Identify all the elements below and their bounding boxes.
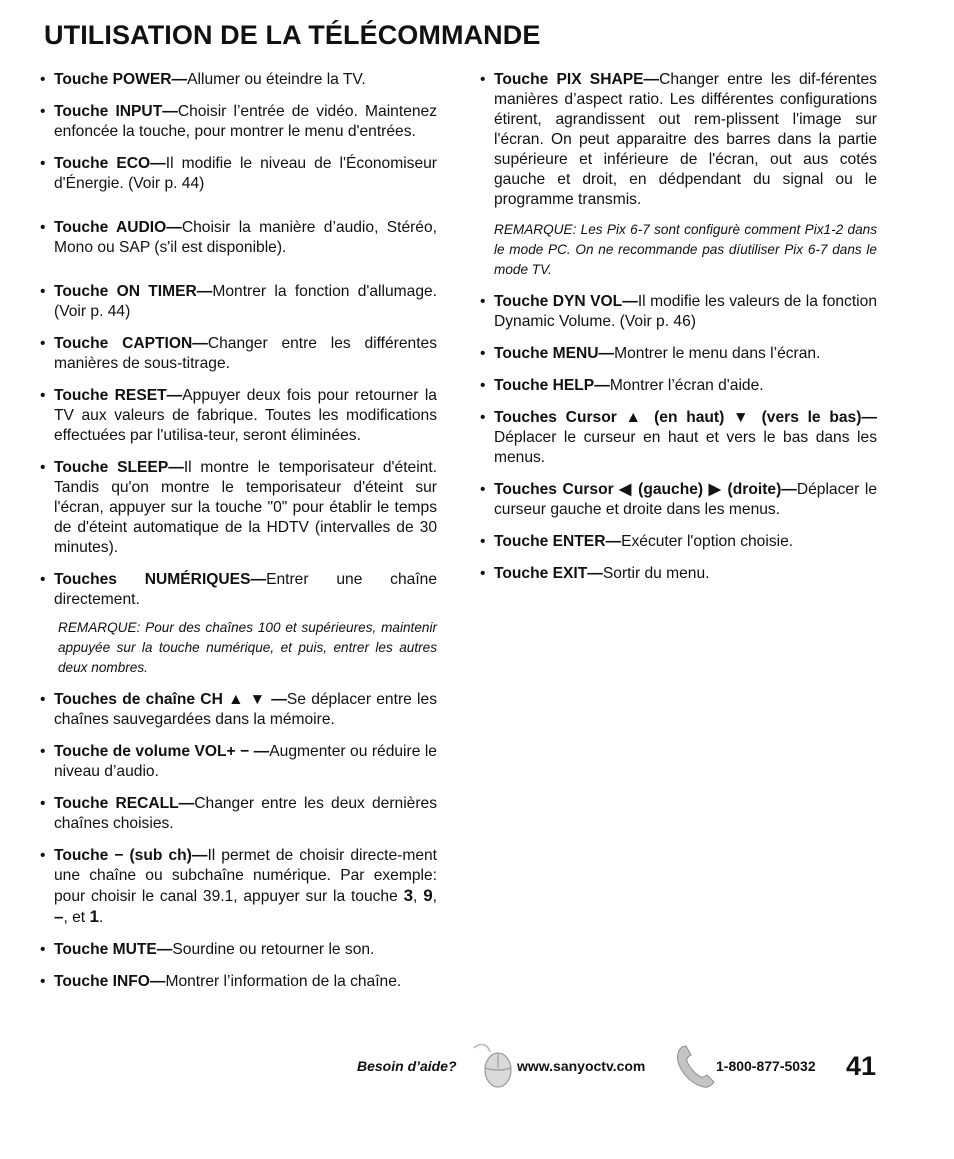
list-item-enter: • Touche ENTER—Exécuter l'option choisie.: [480, 532, 877, 552]
footer: [0, 1040, 954, 1100]
list-item-cursor-left-right: • Touches Cursor ◀ (gauche) ▶ (droite)—Déplacer le curseur gauche et droite dans les menus.: [480, 480, 877, 520]
list-item-volume: • Touche de volume VOL+ − —Augmenter ou réduire le niveau d’audio.: [40, 742, 437, 782]
list-item-exit: • Touche EXIT—Sortir du menu.: [480, 564, 877, 584]
left-column: [40, 70, 437, 1004]
list-item-eco: • Touche ECO—Il modifie le niveau de l'Économiseur d'Énergie. (Voir p. 44): [40, 154, 437, 194]
website-link[interactable]: www.sanyoctv.com: [517, 1058, 646, 1074]
list-item-input: • Touche INPUT—Choisir l’entrée de vidéo. Maintenez enfoncée la touche, pour montrer le menu d'entrées.: [40, 102, 437, 142]
list-item-audio: • Touche AUDIO—Choisir la manière d’audio, Stéréo, Mono ou SAP (s'il est disponible).: [40, 218, 437, 258]
list-item-channel: • Touches de chaîne CH ▲ ▼ —Se déplacer entre les chaînes sauvegardées dans la mémoire.: [40, 690, 437, 730]
list-item-sub-ch: • Touche − (sub ch)—Il permet de choisir directe-ment une chaîne ou subchaîne numérique. Par exemple: pour choisir le canal 39.1, appuyer sur la touche 3, 9, –, et 1.: [40, 846, 437, 928]
minus-symbol: −: [114, 847, 124, 864]
note-numeriques: REMARQUE: Pour des chaînes 100 et supérieures, maintenir appuyée sur la touche numérique, et puis, entrer les autres deux nombres.: [58, 620, 437, 675]
help-text: Besoin d’aide?: [357, 1058, 457, 1074]
list-item-menu: • Touche MENU—Montrer le menu dans l’écran.: [480, 344, 877, 364]
plus-minus-symbols: + −: [226, 743, 250, 760]
phone-icon: [674, 1043, 718, 1089]
right-column: [480, 70, 877, 596]
list-item-sleep: • Touche SLEEP—Il montre le temporisateur d'éteint. Tandis qu'on montre le temporisateur d'éteint sur l'écran, appuyer sur la touche "0" pour établir le temps de d'éteint automatique de la HDTV (intervalles de 30 minutes).: [40, 458, 437, 558]
list-item-mute: • Touche MUTE—Sourdine ou retourner le son.: [40, 940, 437, 960]
list-item-pix-shape: • Touche PIX SHAPE—Changer entre les dif-férentes manières d’aspect ratio. Les différentes configurations étirent, agrandissent out rem-plissent l'image sur l'écran. On peut apparaitre des barres dans la partie supérieure et inférieure de l'écran, out aus cotés gauche et droit, en dédpendant du signal ou le programme transmis.: [480, 70, 877, 210]
list-item-recall: • Touche RECALL—Changer entre les deux dernières chaînes choisies.: [40, 794, 437, 834]
mouse-icon: [468, 1040, 516, 1088]
list-item-numeriques: • Touches NUMÉRIQUES—Entrer une chaîne directement.: [40, 570, 437, 610]
note-pix: REMARQUE: Les Pix 6-7 sont configurè comment Pix1-2 dans le mode PC. On ne recommande pas díutiliser Pix 6-7 dans le mode TV.: [494, 222, 877, 277]
list-item-help: • Touche HELP—Montrer l’écran d'aide.: [480, 376, 877, 396]
list-item-on-timer: • Touche ON TIMER—Montrer la fonction d'allumage. (Voir p. 44): [40, 282, 437, 322]
list-item-reset: • Touche RESET—Appuyer deux fois pour retourner la TV aux valeurs de fabrique. Toutes les modifications effectuées par l'utilisa-teur, seront éliminées.: [40, 386, 437, 446]
list-item-info: • Touche INFO—Montrer l’information de la chaîne.: [40, 972, 437, 992]
page-title: UTILISATION DE LA TÉLÉCOMMANDE: [44, 20, 541, 50]
list-item-dyn-vol: • Touche DYN VOL—Il modifie les valeurs de la fonction Dynamic Volume. (Voir p. 46): [480, 292, 877, 332]
list-item-cursor-up-down: • Touches Cursor ▲ (en haut) ▼ (vers le bas)—Déplacer le curseur en haut et vers le bas dans les menus.: [480, 408, 877, 468]
page-number: 41: [846, 1051, 877, 1081]
list-item-power: • Touche POWER—Allumer ou éteindre la TV.: [40, 70, 437, 90]
phone-number[interactable]: 1-800-877-5032: [716, 1058, 816, 1074]
list-item-caption: • Touche CAPTION—Changer entre les différentes manières de sous-titrage.: [40, 334, 437, 374]
